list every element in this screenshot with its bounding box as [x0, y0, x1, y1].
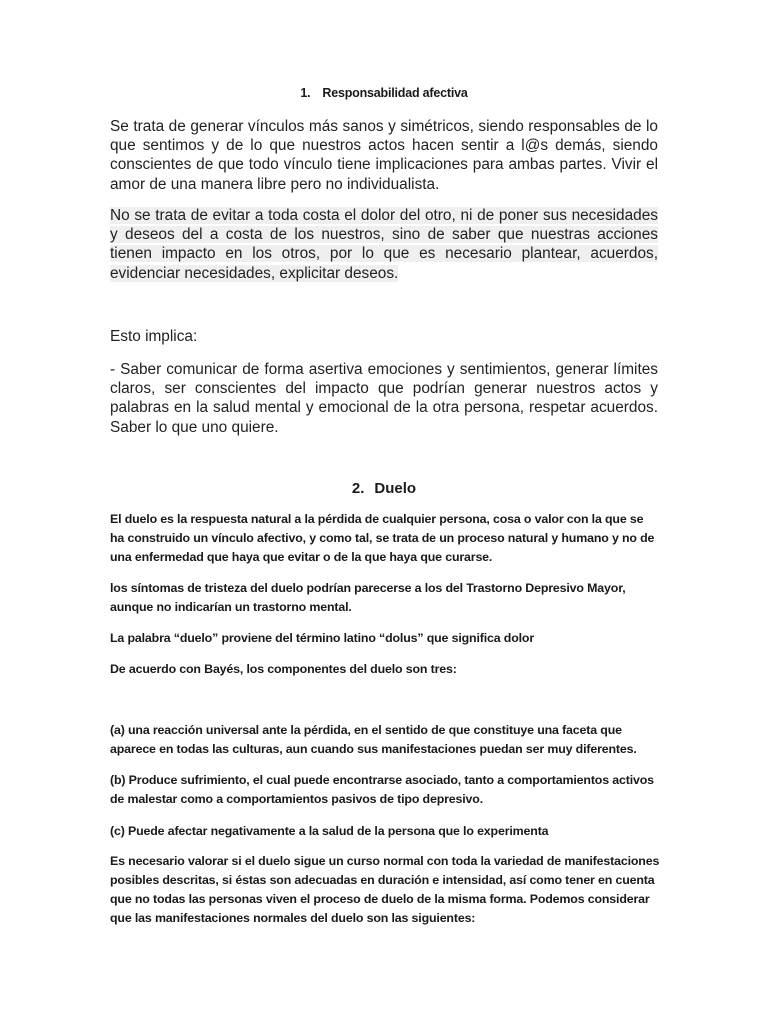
- highlighted-text: No se trata de evitar a toda costa el dolor del otro, ni de poner sus necesidades y deseos del a costa de los nuestros, sino de saber que nuestras acciones tienen impacto en los otros, por lo que es necesario plantear, acuerdos, evidenciar necesidades, explicitar deseos.: [110, 207, 658, 282]
- paragraph-text: La palabra “duelo” proviene del término latino “dolus” que significa dolor: [110, 631, 535, 645]
- section-1-paragraph-4: [110, 360, 658, 437]
- section-2-paragraph-5: [110, 721, 660, 759]
- section-1-heading: [0, 86, 768, 100]
- paragraph-text: los síntomas de tristeza del duelo podrían parecerse a los del Trastorno Depresivo Mayor, aunque no indicarían un trastorno mental.: [110, 581, 626, 614]
- paragraph-text: El duelo es la respuesta natural a la pérdida de cualquier persona, cosa o valor con la que se ha construido un vínculo afectivo, y como tal, se trata de un proceso natural y humano y no de una enfermedad que haya que evitar o de la que haya que curarse.: [110, 512, 655, 564]
- paragraph-text: Se trata de generar vínculos más sanos y simétricos, siendo responsables de lo que sentimos y de lo que nuestros actos hacen sentir a l@s demás, siendo conscientes de que todo vínculo tiene implicaciones para ambas partes. Vivir el amor de una manera libre pero no individualista.: [110, 118, 658, 193]
- paragraph-text: Esto implica:: [110, 328, 198, 345]
- paragraph-text: (a) una reacción universal ante la pérdida, en el sentido de que constituye una faceta que aparece en todas las culturas, aun cuando sus manifestaciones puedan ser muy diferentes.: [110, 723, 637, 756]
- paragraph-text: - Saber comunicar de forma asertiva emociones y sentimientos, generar límites claros, ser conscientes del impacto que podrían generar nuestros actos y palabras en la salud mental y emocional de la otra persona, respetar acuerdos. Saber lo que uno quiere.: [110, 361, 658, 436]
- section-2-heading: [0, 480, 768, 497]
- paragraph-text: De acuerdo con Bayés, los componentes del duelo son tres:: [110, 662, 457, 676]
- section-2-paragraph-2: [110, 579, 660, 617]
- section-2-paragraph-6: [110, 771, 660, 809]
- paragraph-text: Es necesario valorar si el duelo sigue un curso normal con toda la variedad de manifestaciones posibles descritas, si éstas son adecuadas en duración e intensidad, así como tener en cuenta que no todas las personas viven el proceso de duelo de la misma forma. Podemos considerar que las manifestaciones normales del duelo son las siguientes:: [110, 854, 660, 925]
- section-2-number: 2.: [351, 480, 365, 497]
- paragraph-text: (b) Produce sufrimiento, el cual puede encontrarse asociado, tanto a comportamientos activos de malestar como a comportamientos pasivos de tipo depresivo.: [110, 773, 654, 806]
- section-2-paragraph-8: [110, 852, 660, 928]
- section-1-number: 1.: [300, 86, 311, 100]
- section-2-paragraph-7: [110, 822, 660, 841]
- section-2-paragraph-3: [110, 629, 660, 648]
- section-1-title: Responsabilidad afectiva: [322, 86, 468, 100]
- section-1-paragraph-2: [110, 206, 658, 283]
- section-2-title: Duelo: [374, 480, 417, 497]
- section-1-paragraph-3: [110, 327, 658, 346]
- section-2-paragraph-1: [110, 510, 660, 567]
- paragraph-text: (c) Puede afectar negativamente a la salud de la persona que lo experimenta: [110, 824, 549, 838]
- section-2-paragraph-4: [110, 660, 660, 679]
- section-1-paragraph-1: [110, 117, 658, 194]
